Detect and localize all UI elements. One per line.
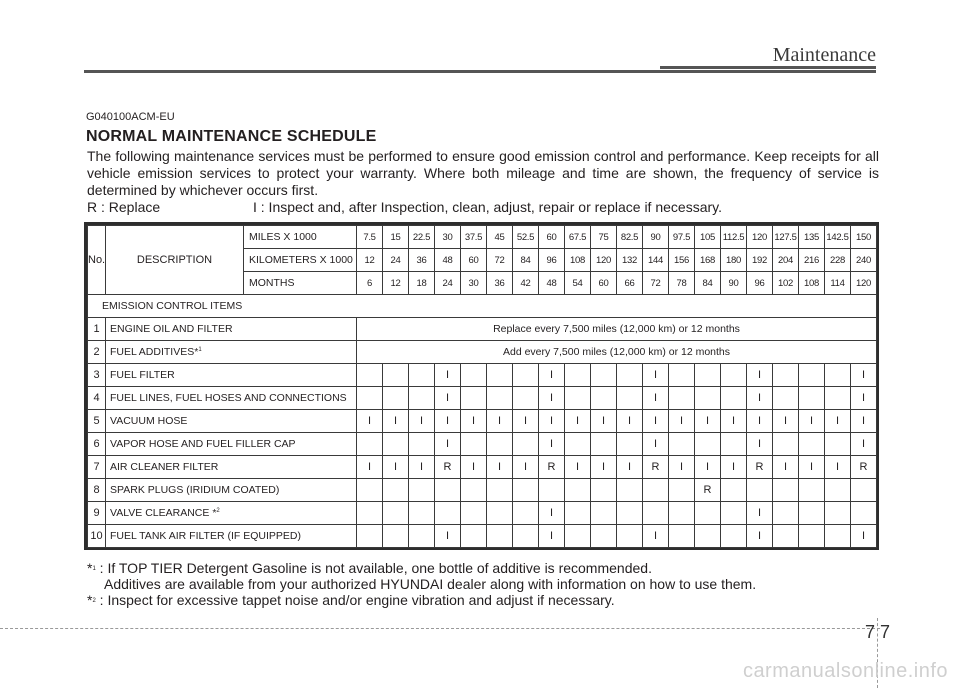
service-mark <box>383 364 409 387</box>
service-mark <box>565 479 591 502</box>
row-interval-note: Add every 7,500 miles (12,000 km) or 12 months <box>357 341 877 364</box>
service-mark <box>721 525 747 548</box>
kilometers-value: 36 <box>409 249 435 272</box>
service-mark <box>513 387 539 410</box>
footnote-2-text: : Inspect for excessive tappet noise and/or engine vibration and adjust if necessary. <box>95 592 615 608</box>
service-mark <box>461 433 487 456</box>
service-mark <box>773 433 799 456</box>
service-mark <box>825 502 851 525</box>
miles-value: 30 <box>435 226 461 249</box>
service-mark <box>461 502 487 525</box>
miles-value: 82.5 <box>617 226 643 249</box>
months-value: 108 <box>799 272 825 295</box>
kilometers-value: 24 <box>383 249 409 272</box>
kilometers-value: 12 <box>357 249 383 272</box>
months-value: 48 <box>539 272 565 295</box>
service-mark <box>773 364 799 387</box>
service-mark <box>617 433 643 456</box>
service-mark: R <box>747 456 773 479</box>
service-mark <box>357 479 383 502</box>
service-mark <box>487 433 513 456</box>
header-label-miles: MILES X 1000 <box>244 226 357 249</box>
table-row <box>88 318 877 341</box>
service-mark <box>591 502 617 525</box>
service-mark: I <box>851 410 877 433</box>
miles-value: 75 <box>591 226 617 249</box>
service-mark: I <box>513 456 539 479</box>
miles-value: 45 <box>487 226 513 249</box>
months-value: 96 <box>747 272 773 295</box>
service-mark <box>513 502 539 525</box>
row-description-sup: 2 <box>216 508 220 514</box>
service-mark <box>513 433 539 456</box>
service-mark: I <box>669 410 695 433</box>
miles-value: 105 <box>695 226 721 249</box>
months-value: 54 <box>565 272 591 295</box>
service-mark: I <box>383 410 409 433</box>
service-mark: I <box>435 525 461 548</box>
service-mark <box>773 387 799 410</box>
row-description <box>106 525 357 548</box>
row-number: 3 <box>88 364 106 387</box>
service-mark: I <box>643 525 669 548</box>
months-value: 18 <box>409 272 435 295</box>
service-mark <box>539 479 565 502</box>
table-row <box>88 410 877 433</box>
header-row-miles <box>88 226 877 249</box>
service-mark <box>461 479 487 502</box>
table-row <box>88 433 877 456</box>
row-description <box>106 479 357 502</box>
service-mark: I <box>487 410 513 433</box>
service-mark: I <box>747 410 773 433</box>
watermark: carmanualsonline.info <box>742 660 948 682</box>
miles-value: 22.5 <box>409 226 435 249</box>
row-description-text: VAPOR HOSE AND FUEL FILLER CAP <box>110 438 296 450</box>
service-mark: I <box>435 433 461 456</box>
service-mark: I <box>695 410 721 433</box>
service-mark: I <box>825 410 851 433</box>
service-mark: I <box>435 410 461 433</box>
footnote-2-star: * <box>87 592 93 608</box>
footnote-1-sup: 1 <box>92 566 96 572</box>
row-description <box>106 410 357 433</box>
service-mark <box>773 502 799 525</box>
service-mark <box>669 387 695 410</box>
service-mark: I <box>565 456 591 479</box>
service-mark <box>721 479 747 502</box>
months-value: 24 <box>435 272 461 295</box>
service-mark <box>565 525 591 548</box>
miles-value: 112.5 <box>721 226 747 249</box>
service-mark: I <box>851 387 877 410</box>
service-mark: I <box>539 502 565 525</box>
service-mark <box>695 525 721 548</box>
service-mark: I <box>747 525 773 548</box>
row-description <box>106 364 357 387</box>
service-mark <box>565 387 591 410</box>
service-mark: I <box>539 364 565 387</box>
service-mark: I <box>383 456 409 479</box>
header-rule <box>84 70 876 73</box>
service-mark: I <box>591 410 617 433</box>
service-mark: I <box>461 410 487 433</box>
kilometers-value: 144 <box>643 249 669 272</box>
service-mark: I <box>669 456 695 479</box>
header-label-months: MONTHS <box>244 272 357 295</box>
service-mark: I <box>721 410 747 433</box>
table-row <box>88 502 877 525</box>
service-mark <box>851 479 877 502</box>
service-mark <box>825 433 851 456</box>
miles-value: 52.5 <box>513 226 539 249</box>
service-mark <box>409 387 435 410</box>
service-mark <box>565 502 591 525</box>
service-mark <box>565 433 591 456</box>
kilometers-value: 60 <box>461 249 487 272</box>
column-header-no: No. <box>88 226 106 295</box>
service-mark <box>357 387 383 410</box>
service-mark <box>487 502 513 525</box>
row-description-text: SPARK PLUGS (IRIDIUM COATED) <box>110 484 280 496</box>
service-mark <box>825 525 851 548</box>
months-value: 66 <box>617 272 643 295</box>
kilometers-value: 156 <box>669 249 695 272</box>
kilometers-value: 180 <box>721 249 747 272</box>
miles-value: 7.5 <box>357 226 383 249</box>
miles-value: 150 <box>851 226 877 249</box>
service-mark: I <box>435 364 461 387</box>
miles-value: 127.5 <box>773 226 799 249</box>
service-mark <box>669 364 695 387</box>
service-mark: I <box>591 456 617 479</box>
miles-value: 67.5 <box>565 226 591 249</box>
service-mark <box>409 525 435 548</box>
service-mark: R <box>539 456 565 479</box>
service-mark <box>669 433 695 456</box>
months-value: 114 <box>825 272 851 295</box>
group-label: EMISSION CONTROL ITEMS <box>88 295 877 318</box>
service-mark <box>591 387 617 410</box>
group-row <box>88 295 877 318</box>
service-mark <box>565 364 591 387</box>
row-description <box>106 502 357 525</box>
months-value: 90 <box>721 272 747 295</box>
service-mark <box>799 364 825 387</box>
service-mark <box>799 525 825 548</box>
service-mark: R <box>435 456 461 479</box>
row-description <box>106 341 357 364</box>
service-mark <box>435 502 461 525</box>
kilometers-value: 168 <box>695 249 721 272</box>
service-mark <box>357 502 383 525</box>
row-description <box>106 456 357 479</box>
kilometers-value: 48 <box>435 249 461 272</box>
row-number: 2 <box>88 341 106 364</box>
service-mark <box>383 387 409 410</box>
service-mark <box>591 525 617 548</box>
service-mark <box>435 479 461 502</box>
row-description-text: VALVE CLEARANCE * <box>110 507 217 519</box>
service-mark: I <box>539 410 565 433</box>
table-row <box>88 364 877 387</box>
footnote-1-star: * <box>87 560 93 576</box>
service-mark <box>513 364 539 387</box>
row-number: 5 <box>88 410 106 433</box>
service-mark: I <box>799 410 825 433</box>
table-row <box>88 479 877 502</box>
service-mark <box>617 502 643 525</box>
service-mark <box>721 387 747 410</box>
service-mark: I <box>747 502 773 525</box>
service-mark <box>669 502 695 525</box>
service-mark <box>461 525 487 548</box>
footnote-2 <box>87 592 615 608</box>
service-mark <box>643 479 669 502</box>
row-description-text: FUEL FILTER <box>110 369 175 381</box>
service-mark <box>513 525 539 548</box>
service-mark: I <box>539 433 565 456</box>
table-row <box>88 341 877 364</box>
miles-value: 97.5 <box>669 226 695 249</box>
service-mark <box>669 525 695 548</box>
service-mark: I <box>851 364 877 387</box>
months-value: 84 <box>695 272 721 295</box>
service-mark: I <box>721 456 747 479</box>
row-description <box>106 433 357 456</box>
service-mark <box>487 525 513 548</box>
service-mark <box>487 479 513 502</box>
row-description-sup: 1 <box>198 347 202 353</box>
service-mark: I <box>435 387 461 410</box>
months-value: 78 <box>669 272 695 295</box>
service-mark <box>695 502 721 525</box>
row-description-text: AIR CLEANER FILTER <box>110 461 219 473</box>
legend-inspect: I : Inspect and, after Inspection, clean, adjust, repair or replace if necessary. <box>253 199 722 215</box>
service-mark <box>851 502 877 525</box>
service-mark: I <box>357 410 383 433</box>
header-label-kilometers: KILOMETERS X 1000 <box>244 249 357 272</box>
service-mark <box>773 479 799 502</box>
row-description-text: VACUUM HOSE <box>110 415 188 427</box>
footnote-2-sup: 2 <box>92 598 96 604</box>
service-mark <box>487 387 513 410</box>
service-mark <box>747 479 773 502</box>
service-mark <box>721 364 747 387</box>
service-mark: I <box>513 410 539 433</box>
service-mark: I <box>643 364 669 387</box>
kilometers-value: 228 <box>825 249 851 272</box>
miles-value: 90 <box>643 226 669 249</box>
service-mark <box>383 502 409 525</box>
service-mark <box>409 364 435 387</box>
miles-value: 37.5 <box>461 226 487 249</box>
service-mark: I <box>851 433 877 456</box>
miles-value: 60 <box>539 226 565 249</box>
row-description-text: ENGINE OIL AND FILTER <box>110 323 233 335</box>
service-mark <box>773 525 799 548</box>
row-number: 7 <box>88 456 106 479</box>
service-mark <box>799 479 825 502</box>
row-number: 9 <box>88 502 106 525</box>
service-mark <box>617 525 643 548</box>
service-mark <box>591 433 617 456</box>
column-header-description: DESCRIPTION <box>106 226 244 295</box>
service-mark: R <box>695 479 721 502</box>
service-mark: I <box>409 410 435 433</box>
kilometers-value: 132 <box>617 249 643 272</box>
service-mark <box>357 525 383 548</box>
service-mark <box>383 433 409 456</box>
service-mark <box>617 387 643 410</box>
service-mark: I <box>799 456 825 479</box>
kilometers-value: 204 <box>773 249 799 272</box>
kilometers-value: 84 <box>513 249 539 272</box>
service-mark <box>643 502 669 525</box>
page-number: 7 7 <box>864 622 890 642</box>
service-mark <box>799 387 825 410</box>
service-mark <box>669 479 695 502</box>
row-description-text: FUEL LINES, FUEL HOSES AND CONNECTIONS <box>110 392 347 404</box>
months-value: 42 <box>513 272 539 295</box>
kilometers-value: 72 <box>487 249 513 272</box>
kilometers-value: 108 <box>565 249 591 272</box>
service-mark: I <box>487 456 513 479</box>
service-mark: I <box>643 387 669 410</box>
table-row <box>88 525 877 548</box>
service-mark <box>695 433 721 456</box>
service-mark <box>409 502 435 525</box>
service-mark <box>825 479 851 502</box>
service-mark <box>461 387 487 410</box>
footnote-1-text: : If TOP TIER Detergent Gasoline is not available, one bottle of additive is recommended. <box>95 560 652 576</box>
row-description-text: FUEL TANK AIR FILTER (IF EQUIPPED) <box>110 530 301 542</box>
kilometers-value: 240 <box>851 249 877 272</box>
months-value: 12 <box>383 272 409 295</box>
service-mark <box>695 364 721 387</box>
kilometers-value: 120 <box>591 249 617 272</box>
table-row <box>88 456 877 479</box>
row-description-text: FUEL ADDITIVES* <box>110 346 199 358</box>
service-mark: I <box>695 456 721 479</box>
months-value: 6 <box>357 272 383 295</box>
service-mark <box>357 433 383 456</box>
service-mark: I <box>409 456 435 479</box>
service-mark <box>461 364 487 387</box>
maintenance-schedule-table <box>87 225 877 548</box>
service-mark <box>513 479 539 502</box>
service-mark: I <box>747 387 773 410</box>
table-row <box>88 387 877 410</box>
months-value: 120 <box>851 272 877 295</box>
section-title: NORMAL MAINTENANCE SCHEDULE <box>86 128 377 145</box>
months-value: 102 <box>773 272 799 295</box>
service-mark <box>357 364 383 387</box>
service-mark: I <box>357 456 383 479</box>
service-mark <box>695 387 721 410</box>
service-mark: I <box>539 387 565 410</box>
kilometers-value: 96 <box>539 249 565 272</box>
miles-value: 135 <box>799 226 825 249</box>
service-mark <box>617 479 643 502</box>
service-mark: I <box>643 410 669 433</box>
service-mark <box>721 502 747 525</box>
service-mark <box>825 364 851 387</box>
service-mark <box>409 433 435 456</box>
service-mark <box>487 364 513 387</box>
legend-replace: R : Replace <box>87 199 161 215</box>
service-mark <box>591 364 617 387</box>
row-number: 8 <box>88 479 106 502</box>
row-number: 6 <box>88 433 106 456</box>
service-mark <box>799 433 825 456</box>
months-value: 36 <box>487 272 513 295</box>
miles-value: 15 <box>383 226 409 249</box>
kilometers-value: 192 <box>747 249 773 272</box>
service-mark <box>825 387 851 410</box>
service-mark: I <box>773 410 799 433</box>
service-mark: I <box>825 456 851 479</box>
service-mark <box>409 479 435 502</box>
intro-paragraph: The following maintenance services must be performed to ensure good emission control and performance. Keep receipts for all vehicle emission services to protect your warranty. Where both mileage and time are shown, the frequency of service is determined by whichever occurs first. <box>87 148 879 198</box>
service-mark: I <box>565 410 591 433</box>
service-mark: I <box>461 456 487 479</box>
service-mark <box>617 364 643 387</box>
page-rule <box>0 628 880 629</box>
service-mark: I <box>617 410 643 433</box>
row-interval-note: Replace every 7,500 miles (12,000 km) or 12 months <box>357 318 877 341</box>
service-mark: I <box>773 456 799 479</box>
row-number: 4 <box>88 387 106 410</box>
row-description <box>106 387 357 410</box>
service-mark: I <box>747 364 773 387</box>
kilometers-value: 216 <box>799 249 825 272</box>
service-mark: I <box>851 525 877 548</box>
service-mark <box>721 433 747 456</box>
page-header-title: Maintenance <box>772 44 876 66</box>
footnote-1-continuation: Additives are available from your authorized HYUNDAI dealer along with information on how to use them. <box>104 576 757 592</box>
service-mark <box>383 479 409 502</box>
row-number: 10 <box>88 525 106 548</box>
months-value: 30 <box>461 272 487 295</box>
service-mark: I <box>747 433 773 456</box>
months-value: 72 <box>643 272 669 295</box>
service-mark: R <box>851 456 877 479</box>
service-mark <box>383 525 409 548</box>
footnote-1 <box>87 560 652 576</box>
service-mark: I <box>643 433 669 456</box>
header-rule-accent <box>660 66 876 69</box>
document-code: G040100ACM-EU <box>86 111 175 123</box>
miles-value: 142.5 <box>825 226 851 249</box>
service-mark <box>799 502 825 525</box>
row-number: 1 <box>88 318 106 341</box>
service-mark: I <box>617 456 643 479</box>
service-mark: I <box>539 525 565 548</box>
miles-value: 120 <box>747 226 773 249</box>
months-value: 60 <box>591 272 617 295</box>
service-mark <box>591 479 617 502</box>
row-description <box>106 318 357 341</box>
service-mark: R <box>643 456 669 479</box>
